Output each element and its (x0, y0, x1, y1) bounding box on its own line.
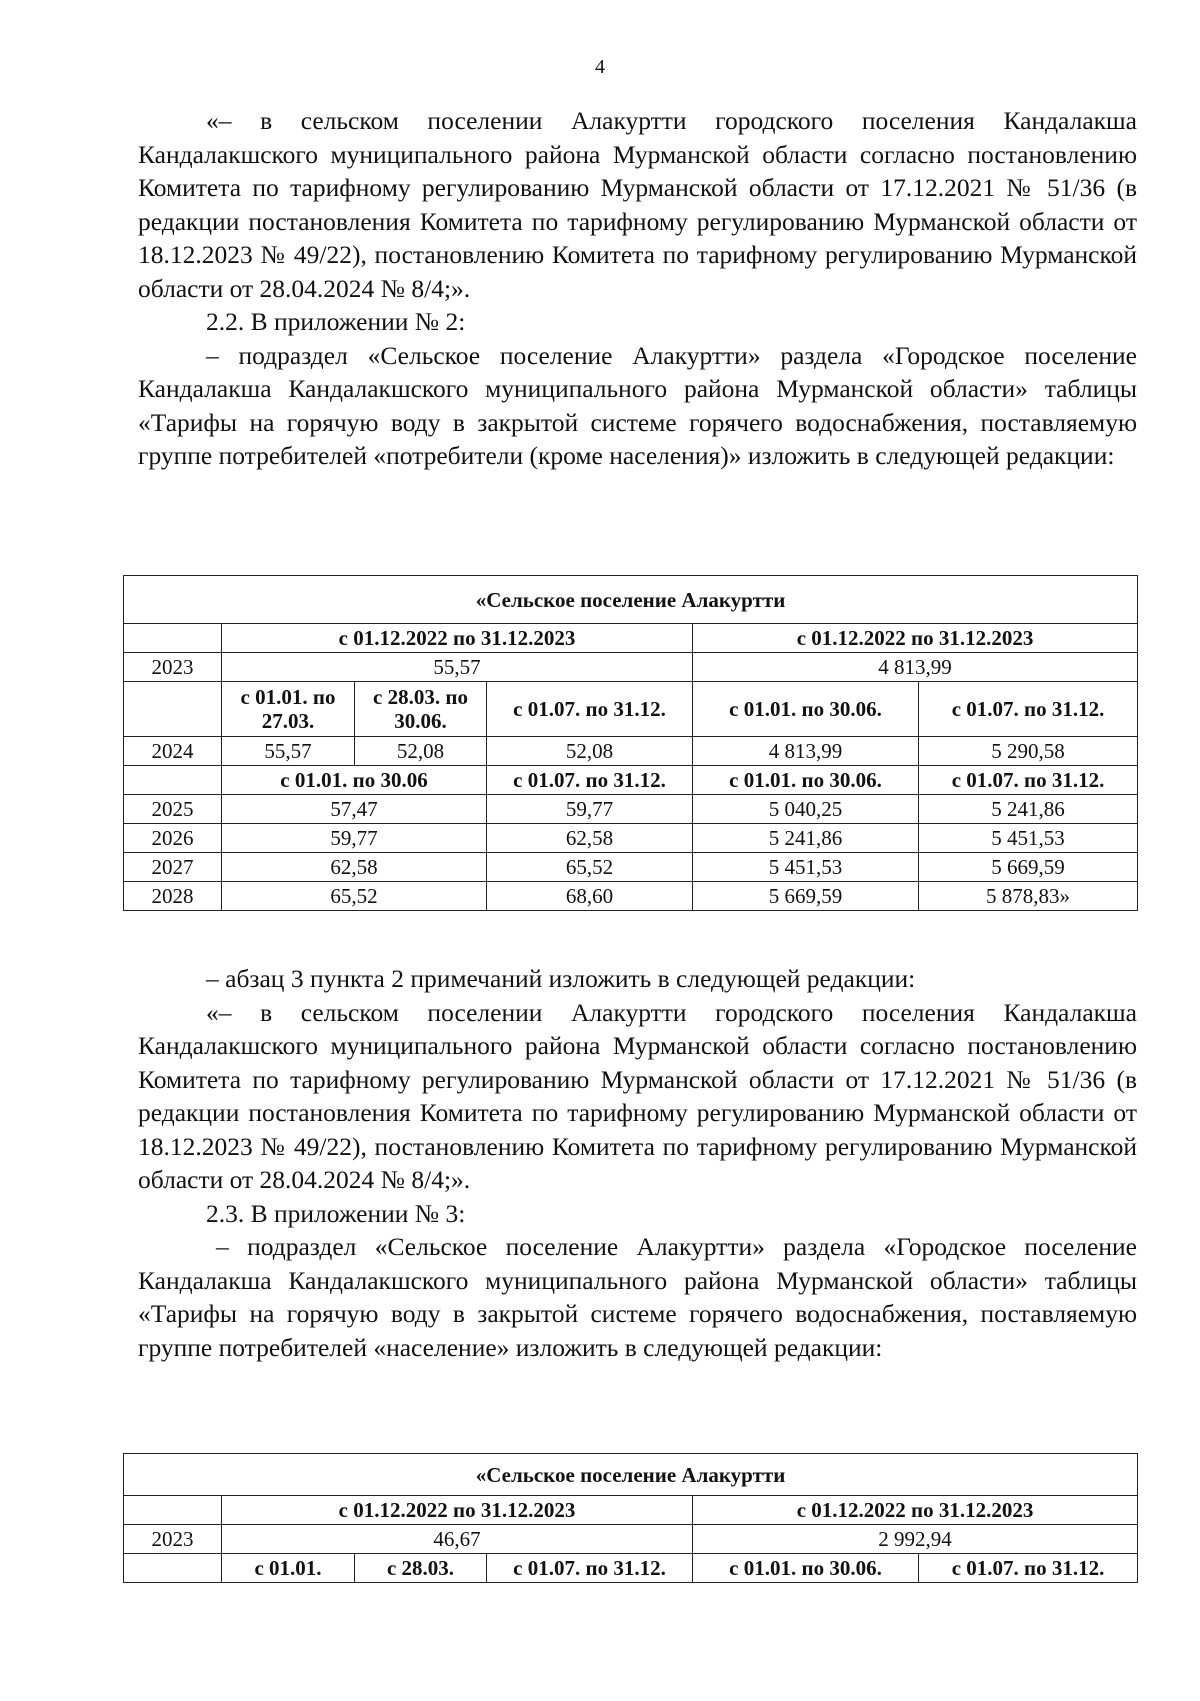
table-value-cell: 5 290,58 (919, 737, 1138, 766)
table-value-cell: 65,52 (487, 853, 693, 882)
table-value-cell: 65,52 (222, 882, 487, 911)
table-year-cell: 2024 (124, 737, 222, 766)
table-cell-empty (124, 1554, 222, 1583)
table-subheader-cell: с 28.03. по 30.06. (355, 682, 487, 737)
table-year-cell: 2026 (124, 824, 222, 853)
table-value-cell: 5 451,53 (919, 824, 1138, 853)
table-subheader-cell: с 01.07. по 31.12. (919, 766, 1138, 795)
table-year-cell: 2023 (124, 1525, 222, 1554)
table-row (124, 1525, 1138, 1554)
table-year-cell: 2023 (124, 653, 222, 682)
table-row (124, 795, 1138, 824)
table-cell-empty (124, 682, 222, 737)
text-block-1 (138, 104, 1137, 473)
table-value-cell: 46,67 (222, 1525, 693, 1554)
table-year-cell: 2027 (124, 853, 222, 882)
table-period-header: с 01.12.2022 по 31.12.2023 (693, 1496, 1138, 1525)
table-value-cell: 5 040,25 (693, 795, 919, 824)
table-row (124, 853, 1138, 882)
table-value-cell: 68,60 (487, 882, 693, 911)
table-value-cell: 5 241,86 (693, 824, 919, 853)
table-value-cell: 55,57 (222, 653, 693, 682)
table-year-cell: 2025 (124, 795, 222, 824)
paragraph-section-2-2: 2.2. В приложении № 2: (206, 307, 466, 336)
table-subheader-cell: с 01.01. (222, 1554, 355, 1583)
table-value-cell: 52,08 (487, 737, 693, 766)
table-value-cell: 5 241,86 (919, 795, 1138, 824)
table-row (124, 882, 1138, 911)
page-number: 4 (595, 56, 605, 78)
table-value-cell: 4 813,99 (693, 653, 1138, 682)
table-year-cell: 2028 (124, 882, 222, 911)
table-period-row (124, 1496, 1138, 1525)
tariff-table-consumers (123, 575, 1138, 911)
table-subheader-cell: с 01.01. по 30.06. (693, 1554, 919, 1583)
paragraph-note-quote: «– в сельском поселении Алакуртти городского поселения Кандалакша Кандалакшского муниципального района Мурманской области согласно постановлению Комитета по тарифному регулированию Мурманской области от 17.12.2021 № 51/36 (в редакции постановления Комитета по тарифному регулированию Мурманской области от 18.12.2023 № 49/22), постановлению Комитета по тарифному регулированию Мурманской области от 28.04.2024 № 8/4;». (138, 106, 1137, 303)
table-subheader-cell: с 01.07. по 31.12. (487, 1554, 693, 1583)
table-value-cell: 59,77 (222, 824, 487, 853)
table-subheader-cell: с 01.07. по 31.12. (487, 766, 693, 795)
table-row (124, 824, 1138, 853)
table-cell-empty (124, 1496, 222, 1525)
table-row (124, 737, 1138, 766)
paragraph-section-2-3: 2.3. В приложении № 3: (206, 1198, 466, 1228)
table-cell-empty (124, 624, 222, 653)
table-value-cell: 2 992,94 (693, 1525, 1138, 1554)
table-value-cell: 5 451,53 (693, 853, 919, 882)
table-subheader-row (124, 1554, 1138, 1583)
paragraph-note-instruction: – абзац 3 пункта 2 примечаний изложить в следующей редакции: (206, 964, 916, 993)
table-subheader-cell: с 01.01. по 30.06. (693, 682, 919, 737)
text-block-2 (138, 962, 1137, 1364)
table-value-cell: 5 669,59 (919, 853, 1138, 882)
table-subheader-row (124, 766, 1138, 795)
table-period-header: с 01.12.2022 по 31.12.2023 (222, 1496, 693, 1525)
table-subheader-cell: с 01.07. по 31.12. (919, 1554, 1138, 1583)
table-subheader-cell: с 01.01. по 30.06 (222, 766, 487, 795)
table-value-cell: 55,57 (222, 737, 355, 766)
table-cell-empty (124, 766, 222, 795)
tariff-table-population (123, 1453, 1138, 1583)
table-title-row (124, 1454, 1138, 1496)
table-value-cell: 5 878,83» (919, 882, 1138, 911)
table-value-cell: 4 813,99 (693, 737, 919, 766)
table-period-header: с 01.12.2022 по 31.12.2023 (222, 624, 693, 653)
table-subheader-cell: с 01.01. по 27.03. (222, 682, 355, 737)
table-subheader-cell: с 01.07. по 31.12. (487, 682, 693, 737)
paragraph-subsection-text: – подраздел «Сельское поселение Алакуртти» раздела «Городское поселение Кандалакша Кандалакшского муниципального района Мурманской области» таблицы «Тарифы на горячую воду в закрытой системе горячего водоснабжения, поставляемую группе потребителей «население» изложить в следующей редакции: (138, 1232, 1137, 1362)
table-period-row (124, 624, 1138, 653)
table-row (124, 653, 1138, 682)
table-value-cell: 62,58 (487, 824, 693, 853)
table-title-row (124, 576, 1138, 624)
table-value-cell: 52,08 (355, 737, 487, 766)
table-title: «Сельское поселение Алакуртти (124, 1454, 1138, 1496)
table-value-cell: 62,58 (222, 853, 487, 882)
table-subheader-cell: с 01.01. по 30.06. (693, 766, 919, 795)
table-value-cell: 5 669,59 (693, 882, 919, 911)
table-subheader-cell: с 28.03. (355, 1554, 487, 1583)
table-title: «Сельское поселение Алакуртти (124, 576, 1138, 624)
table-value-cell: 57,47 (222, 795, 487, 824)
table-subheader-cell: с 01.07. по 31.12. (919, 682, 1138, 737)
paragraph-subsection-text: – подраздел «Сельское поселение Алакуртти» раздела «Городское поселение Кандалакша Кандалакшского муниципального района Мурманской области» таблицы «Тарифы на горячую воду в закрытой системе горячего водоснабжения, поставляемую группе потребителей «потребители (кроме населения)» изложить в следующей редакции: (138, 340, 1137, 470)
table-period-header: с 01.12.2022 по 31.12.2023 (693, 624, 1138, 653)
paragraph-note-quote: «– в сельском поселении Алакуртти городского поселения Кандалакша Кандалакшского муниципального района Мурманской области согласно постановлению Комитета по тарифному регулированию Мурманской области от 17.12.2021 № 51/36 (в редакции постановления Комитета по тарифному регулированию Мурманской области от 18.12.2023 № 49/22), постановлению Комитета по тарифному регулированию Мурманской области от 28.04.2024 № 8/4;». (138, 997, 1137, 1194)
table-value-cell: 59,77 (487, 795, 693, 824)
table-subheader-row (124, 682, 1138, 737)
